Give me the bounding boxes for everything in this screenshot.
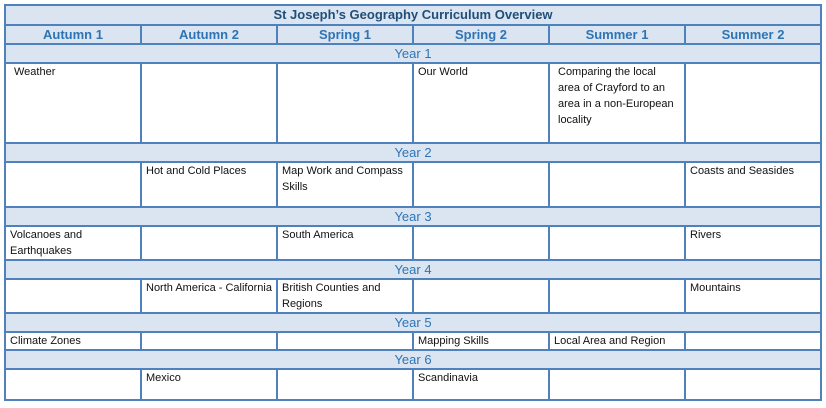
term-header-row (5, 25, 821, 44)
term-header: Autumn 1 (5, 25, 141, 44)
topic-cell: Scandinavia (413, 369, 549, 400)
topic-cell (549, 63, 685, 143)
topic-cell: Mountains (685, 279, 821, 313)
topic-cell (5, 162, 141, 207)
year-topics-row (5, 162, 821, 207)
topic-cell: Mexico (141, 369, 277, 400)
year-label: Year 1 (5, 44, 821, 63)
topic-cell: Local Area and Region (549, 332, 685, 350)
topic-cell (277, 63, 413, 143)
year-header-row (5, 350, 821, 369)
topic-cell: Coasts and Seasides (685, 162, 821, 207)
topic-cell: North America - California (141, 279, 277, 313)
table-title: St Joseph’s Geography Curriculum Overview (5, 5, 821, 25)
topic-cell: British Counties and Regions (277, 279, 413, 313)
year-header-row (5, 207, 821, 226)
topic-cell (549, 279, 685, 313)
topic-cell (685, 332, 821, 350)
topic-text: Weather (14, 66, 56, 78)
topic-cell: Climate Zones (5, 332, 141, 350)
topic-cell (549, 369, 685, 400)
year-header-row (5, 260, 821, 279)
topic-cell (413, 279, 549, 313)
year-header-row (5, 143, 821, 162)
topic-cell: Hot and Cold Places (141, 162, 277, 207)
topic-cell: Mapping Skills (413, 332, 549, 350)
year-label: Year 2 (5, 143, 821, 162)
year-topics-row (5, 279, 821, 313)
year-topics-row (5, 63, 821, 143)
year-topics-row (5, 332, 821, 350)
topic-text: Comparing the local area of Crayford to an area in a non-European locality (558, 66, 674, 126)
topic-cell (685, 369, 821, 400)
term-header: Autumn 2 (141, 25, 277, 44)
year-label: Year 4 (5, 260, 821, 279)
curriculum-table (4, 4, 822, 401)
topic-cell (277, 332, 413, 350)
year-label: Year 3 (5, 207, 821, 226)
topic-cell: Our World (413, 63, 549, 143)
topic-cell (413, 162, 549, 207)
topic-cell: South America (277, 226, 413, 260)
topic-cell (5, 279, 141, 313)
topic-cell (413, 226, 549, 260)
topic-cell (141, 226, 277, 260)
year-topics-row (5, 226, 821, 260)
topic-cell: Rivers (685, 226, 821, 260)
topic-cell (141, 332, 277, 350)
term-header: Summer 1 (549, 25, 685, 44)
topic-cell (549, 162, 685, 207)
topic-cell: Map Work and Compass Skills (277, 162, 413, 207)
year-label: Year 6 (5, 350, 821, 369)
term-header: Spring 1 (277, 25, 413, 44)
term-header: Summer 2 (685, 25, 821, 44)
topic-cell (5, 369, 141, 400)
term-header: Spring 2 (413, 25, 549, 44)
topic-cell (5, 63, 141, 143)
year-header-row (5, 313, 821, 332)
topic-cell (549, 226, 685, 260)
topic-cell (277, 369, 413, 400)
topic-cell (685, 63, 821, 143)
title-row (5, 5, 821, 25)
year-label: Year 5 (5, 313, 821, 332)
year-topics-row (5, 369, 821, 400)
topic-cell (141, 63, 277, 143)
year-header-row (5, 44, 821, 63)
topic-cell: Volcanoes and Earthquakes (5, 226, 141, 260)
